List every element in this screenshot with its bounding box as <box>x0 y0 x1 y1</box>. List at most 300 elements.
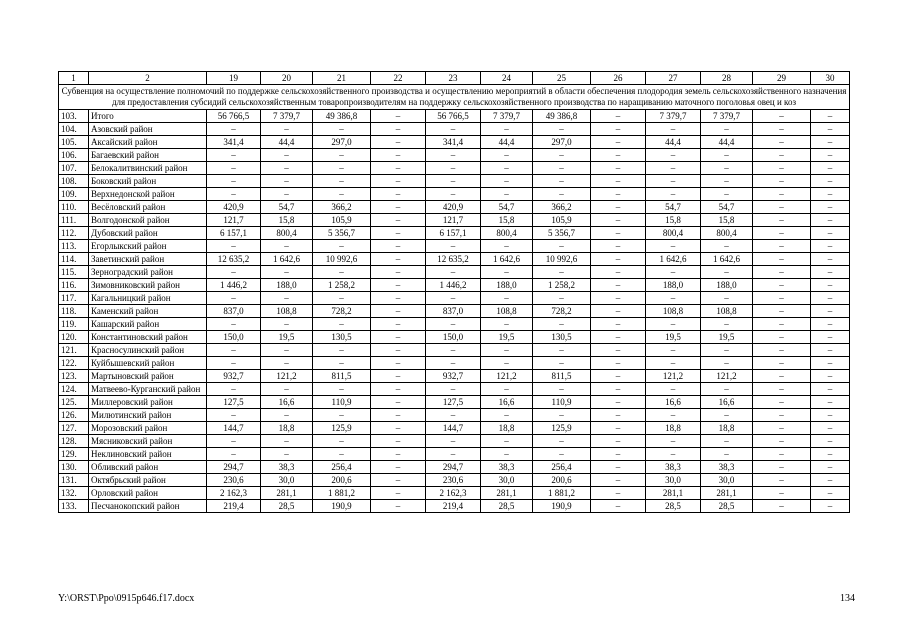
value-cell: 150,0 <box>426 331 481 344</box>
value-cell: – <box>701 175 753 188</box>
value-cell: – <box>591 201 646 214</box>
row-number: 113. <box>59 240 89 253</box>
value-cell: – <box>207 123 261 136</box>
value-cell: – <box>371 201 426 214</box>
value-cell: – <box>753 474 811 487</box>
value-cell: – <box>753 409 811 422</box>
value-cell: – <box>313 149 371 162</box>
value-cell: 190,9 <box>313 500 371 513</box>
row-number: 127. <box>59 422 89 435</box>
table-row <box>59 110 850 123</box>
value-cell: 144,7 <box>207 422 261 435</box>
value-cell: 15,8 <box>701 214 753 227</box>
value-cell: – <box>533 409 591 422</box>
value-cell: – <box>261 188 313 201</box>
value-cell: – <box>701 162 753 175</box>
value-cell: 190,9 <box>533 500 591 513</box>
value-cell: – <box>753 448 811 461</box>
value-cell: – <box>753 305 811 318</box>
value-cell: – <box>753 266 811 279</box>
table-row <box>59 344 850 357</box>
value-cell: – <box>811 136 850 149</box>
value-cell: – <box>207 409 261 422</box>
value-cell: 294,7 <box>207 461 261 474</box>
table-row <box>59 240 850 253</box>
value-cell: – <box>371 344 426 357</box>
value-cell: 1 642,6 <box>646 253 701 266</box>
value-cell: 2 162,3 <box>426 487 481 500</box>
value-cell: – <box>371 149 426 162</box>
value-cell: – <box>371 305 426 318</box>
value-cell: – <box>313 188 371 201</box>
district-name: Азовский район <box>89 123 207 136</box>
district-name: Кашарский район <box>89 318 207 331</box>
value-cell: – <box>591 240 646 253</box>
value-cell: – <box>371 422 426 435</box>
value-cell: 297,0 <box>533 136 591 149</box>
value-cell: – <box>261 162 313 175</box>
value-cell: – <box>533 357 591 370</box>
value-cell: – <box>646 383 701 396</box>
value-cell: 219,4 <box>426 500 481 513</box>
value-cell: 108,8 <box>701 305 753 318</box>
value-cell: – <box>753 383 811 396</box>
value-cell: – <box>261 149 313 162</box>
value-cell: 30,0 <box>481 474 533 487</box>
value-cell: 837,0 <box>426 305 481 318</box>
column-number-cell: 27 <box>646 72 701 85</box>
table-row <box>59 409 850 422</box>
value-cell: – <box>261 292 313 305</box>
table-row <box>59 396 850 409</box>
value-cell: – <box>371 409 426 422</box>
value-cell: 125,9 <box>533 422 591 435</box>
value-cell: – <box>313 383 371 396</box>
value-cell: 18,8 <box>481 422 533 435</box>
value-cell: 366,2 <box>313 201 371 214</box>
value-cell: 38,3 <box>701 461 753 474</box>
value-cell: – <box>371 110 426 123</box>
subvention-table <box>58 71 850 513</box>
value-cell: 56 766,5 <box>207 110 261 123</box>
table-row <box>59 162 850 175</box>
table-row <box>59 266 850 279</box>
row-number: 117. <box>59 292 89 305</box>
value-cell: – <box>811 383 850 396</box>
value-cell: – <box>207 240 261 253</box>
table-row <box>59 448 850 461</box>
value-cell: – <box>591 409 646 422</box>
value-cell: – <box>811 123 850 136</box>
district-name: Константиновский район <box>89 331 207 344</box>
table-row <box>59 227 850 240</box>
value-cell: – <box>753 487 811 500</box>
value-cell: 12 635,2 <box>207 253 261 266</box>
value-cell: – <box>261 409 313 422</box>
value-cell: 28,5 <box>261 500 313 513</box>
value-cell: – <box>753 188 811 201</box>
value-cell: 932,7 <box>426 370 481 383</box>
value-cell: – <box>753 500 811 513</box>
value-cell: – <box>261 435 313 448</box>
value-cell: 256,4 <box>313 461 371 474</box>
value-cell: 366,2 <box>533 201 591 214</box>
table-row <box>59 123 850 136</box>
value-cell: 30,0 <box>646 474 701 487</box>
value-cell: 230,6 <box>207 474 261 487</box>
footer-file-path: Y:\ORST\Ppo\0915p646.f17.docx <box>58 593 195 604</box>
value-cell: – <box>701 266 753 279</box>
value-cell: – <box>753 461 811 474</box>
value-cell: – <box>371 435 426 448</box>
row-number: 125. <box>59 396 89 409</box>
value-cell: 49 386,8 <box>313 110 371 123</box>
value-cell: 19,5 <box>701 331 753 344</box>
district-name: Боковский район <box>89 175 207 188</box>
value-cell: 800,4 <box>701 227 753 240</box>
value-cell: – <box>753 136 811 149</box>
value-cell: 38,3 <box>261 461 313 474</box>
value-cell: – <box>753 175 811 188</box>
value-cell: – <box>591 318 646 331</box>
value-cell: 127,5 <box>207 396 261 409</box>
value-cell: – <box>371 279 426 292</box>
value-cell: – <box>591 435 646 448</box>
value-cell: – <box>313 175 371 188</box>
value-cell: 10 992,6 <box>313 253 371 266</box>
table-row <box>59 292 850 305</box>
column-number-cell: 25 <box>533 72 591 85</box>
value-cell: 1 642,6 <box>261 253 313 266</box>
column-number-cell: 2 <box>89 72 207 85</box>
row-number: 110. <box>59 201 89 214</box>
column-number-cell: 23 <box>426 72 481 85</box>
district-name: Итого <box>89 110 207 123</box>
value-cell: 1 258,2 <box>313 279 371 292</box>
value-cell: – <box>753 110 811 123</box>
value-cell: 19,5 <box>646 331 701 344</box>
table-row <box>59 422 850 435</box>
value-cell: – <box>371 461 426 474</box>
value-cell: – <box>591 474 646 487</box>
row-number: 123. <box>59 370 89 383</box>
value-cell: – <box>371 175 426 188</box>
value-cell: – <box>313 266 371 279</box>
value-cell: 230,6 <box>426 474 481 487</box>
value-cell: 7 379,7 <box>261 110 313 123</box>
value-cell: 7 379,7 <box>646 110 701 123</box>
value-cell: – <box>591 214 646 227</box>
value-cell: 130,5 <box>533 331 591 344</box>
row-number: 132. <box>59 487 89 500</box>
value-cell: – <box>811 227 850 240</box>
value-cell: – <box>753 279 811 292</box>
value-cell: – <box>313 292 371 305</box>
table-row <box>59 188 850 201</box>
district-name: Аксайский район <box>89 136 207 149</box>
value-cell: 188,0 <box>481 279 533 292</box>
district-name: Морозовский район <box>89 422 207 435</box>
value-cell: – <box>646 318 701 331</box>
value-cell: 800,4 <box>261 227 313 240</box>
value-cell: – <box>481 266 533 279</box>
value-cell: – <box>533 344 591 357</box>
value-cell: 56 766,5 <box>426 110 481 123</box>
row-number: 116. <box>59 279 89 292</box>
value-cell: – <box>371 123 426 136</box>
value-cell: – <box>261 318 313 331</box>
value-cell: 54,7 <box>646 201 701 214</box>
value-cell: – <box>371 331 426 344</box>
value-cell: – <box>371 318 426 331</box>
value-cell: – <box>753 201 811 214</box>
value-cell: – <box>371 500 426 513</box>
value-cell: 837,0 <box>207 305 261 318</box>
value-cell: 30,0 <box>701 474 753 487</box>
value-cell: – <box>701 357 753 370</box>
value-cell: – <box>371 292 426 305</box>
value-cell: 420,9 <box>207 201 261 214</box>
value-cell: – <box>426 175 481 188</box>
value-cell: 5 356,7 <box>533 227 591 240</box>
value-cell: – <box>646 175 701 188</box>
value-cell: – <box>701 318 753 331</box>
row-number: 124. <box>59 383 89 396</box>
row-number: 129. <box>59 448 89 461</box>
table-row <box>59 214 850 227</box>
value-cell: – <box>753 357 811 370</box>
table-row <box>59 435 850 448</box>
value-cell: – <box>646 149 701 162</box>
value-cell: – <box>261 123 313 136</box>
value-cell: – <box>481 357 533 370</box>
value-cell: 44,4 <box>646 136 701 149</box>
value-cell: 1 881,2 <box>313 487 371 500</box>
value-cell: 800,4 <box>646 227 701 240</box>
value-cell: 44,4 <box>481 136 533 149</box>
district-name: Белокалитвинский район <box>89 162 207 175</box>
district-name: Мартыновский район <box>89 370 207 383</box>
value-cell: – <box>426 292 481 305</box>
row-number: 103. <box>59 110 89 123</box>
value-cell: 1 258,2 <box>533 279 591 292</box>
value-cell: – <box>701 448 753 461</box>
column-number-cell: 28 <box>701 72 753 85</box>
value-cell: 1 642,6 <box>701 253 753 266</box>
value-cell: 38,3 <box>646 461 701 474</box>
value-cell: – <box>811 331 850 344</box>
value-cell: – <box>481 149 533 162</box>
value-cell: – <box>207 383 261 396</box>
row-number: 118. <box>59 305 89 318</box>
value-cell: – <box>261 357 313 370</box>
value-cell: – <box>207 162 261 175</box>
value-cell: 30,0 <box>261 474 313 487</box>
section-title-row <box>59 85 850 110</box>
value-cell: 188,0 <box>701 279 753 292</box>
value-cell: 811,5 <box>533 370 591 383</box>
value-cell: – <box>591 136 646 149</box>
table-row <box>59 149 850 162</box>
value-cell: – <box>646 123 701 136</box>
table-row <box>59 305 850 318</box>
value-cell: – <box>591 487 646 500</box>
value-cell: 420,9 <box>426 201 481 214</box>
district-name: Егорлыкский район <box>89 240 207 253</box>
value-cell: – <box>313 435 371 448</box>
value-cell: – <box>591 357 646 370</box>
value-cell: – <box>811 266 850 279</box>
value-cell: – <box>753 331 811 344</box>
value-cell: – <box>533 162 591 175</box>
value-cell: 127,5 <box>426 396 481 409</box>
district-name: Зимовниковский район <box>89 279 207 292</box>
value-cell: – <box>313 409 371 422</box>
value-cell: 44,4 <box>261 136 313 149</box>
value-cell: 15,8 <box>261 214 313 227</box>
value-cell: – <box>426 240 481 253</box>
district-name: Милютинский район <box>89 409 207 422</box>
row-number: 119. <box>59 318 89 331</box>
district-name: Мясниковский район <box>89 435 207 448</box>
row-number: 130. <box>59 461 89 474</box>
value-cell: – <box>753 435 811 448</box>
value-cell: – <box>533 266 591 279</box>
value-cell: – <box>811 279 850 292</box>
value-cell: – <box>591 110 646 123</box>
value-cell: – <box>261 240 313 253</box>
value-cell: – <box>811 240 850 253</box>
value-cell: – <box>701 123 753 136</box>
value-cell: – <box>811 175 850 188</box>
value-cell: – <box>811 422 850 435</box>
row-number: 120. <box>59 331 89 344</box>
value-cell: 105,9 <box>313 214 371 227</box>
value-cell: – <box>753 253 811 266</box>
value-cell: – <box>371 266 426 279</box>
row-number: 114. <box>59 253 89 266</box>
value-cell: – <box>591 370 646 383</box>
value-cell: 105,9 <box>533 214 591 227</box>
value-cell: 15,8 <box>481 214 533 227</box>
value-cell: – <box>646 188 701 201</box>
column-number-cell: 1 <box>59 72 89 85</box>
value-cell: – <box>533 318 591 331</box>
value-cell: 19,5 <box>261 331 313 344</box>
value-cell: – <box>591 175 646 188</box>
value-cell: 12 635,2 <box>426 253 481 266</box>
value-cell: – <box>261 266 313 279</box>
value-cell: – <box>371 396 426 409</box>
value-cell: – <box>371 357 426 370</box>
value-cell: – <box>811 357 850 370</box>
value-cell: 108,8 <box>646 305 701 318</box>
value-cell: – <box>371 162 426 175</box>
row-number: 131. <box>59 474 89 487</box>
value-cell: – <box>207 344 261 357</box>
value-cell: – <box>313 448 371 461</box>
value-cell: – <box>811 448 850 461</box>
value-cell: – <box>811 110 850 123</box>
value-cell: – <box>533 240 591 253</box>
district-name: Дубовский район <box>89 227 207 240</box>
value-cell: – <box>371 240 426 253</box>
value-cell: 44,4 <box>701 136 753 149</box>
value-cell: 2 162,3 <box>207 487 261 500</box>
value-cell: – <box>753 344 811 357</box>
value-cell: – <box>753 396 811 409</box>
value-cell: – <box>481 409 533 422</box>
value-cell: 341,4 <box>426 136 481 149</box>
value-cell: – <box>533 383 591 396</box>
value-cell: – <box>207 357 261 370</box>
value-cell: – <box>811 344 850 357</box>
value-cell: – <box>207 448 261 461</box>
value-cell: 281,1 <box>701 487 753 500</box>
value-cell: – <box>646 409 701 422</box>
value-cell: 121,7 <box>426 214 481 227</box>
column-number-cell: 21 <box>313 72 371 85</box>
value-cell: – <box>426 123 481 136</box>
value-cell: 121,2 <box>701 370 753 383</box>
value-cell: 256,4 <box>533 461 591 474</box>
value-cell: 16,6 <box>261 396 313 409</box>
value-cell: 28,5 <box>646 500 701 513</box>
value-cell: – <box>811 292 850 305</box>
value-cell: – <box>591 279 646 292</box>
value-cell: – <box>811 370 850 383</box>
value-cell: 6 157,1 <box>207 227 261 240</box>
row-number: 115. <box>59 266 89 279</box>
row-number: 122. <box>59 357 89 370</box>
row-number: 106. <box>59 149 89 162</box>
value-cell: – <box>481 318 533 331</box>
row-number: 128. <box>59 435 89 448</box>
value-cell: – <box>811 149 850 162</box>
value-cell: – <box>313 344 371 357</box>
value-cell: 54,7 <box>261 201 313 214</box>
value-cell: – <box>753 149 811 162</box>
district-name: Песчанокопский район <box>89 500 207 513</box>
value-cell: 125,9 <box>313 422 371 435</box>
value-cell: – <box>811 305 850 318</box>
value-cell: 10 992,6 <box>533 253 591 266</box>
value-cell: – <box>426 357 481 370</box>
section-title: Субвенция на осуществление полномочий по поддержке сельскохозяйственного производства и осуществлению мероприятий в области обеспечения плодородия земель сельскохозяйственного назначения для предоставления субсидий сельскохозяйственным товаропроизводителям на поддержку сельскохозяйственного производства по наращиванию маточного поголовья овец и коз <box>59 85 850 110</box>
footer-page-number: 134 <box>840 593 855 604</box>
value-cell: – <box>207 175 261 188</box>
value-cell: – <box>811 214 850 227</box>
district-name: Матвеево-Курганский район <box>89 383 207 396</box>
value-cell: – <box>646 435 701 448</box>
table-row <box>59 500 850 513</box>
value-cell: 932,7 <box>207 370 261 383</box>
value-cell: – <box>533 175 591 188</box>
value-cell: – <box>533 123 591 136</box>
table-row <box>59 357 850 370</box>
table-row <box>59 175 850 188</box>
value-cell: – <box>591 383 646 396</box>
value-cell: – <box>701 409 753 422</box>
value-cell: – <box>426 162 481 175</box>
value-cell: 16,6 <box>481 396 533 409</box>
value-cell: 1 446,2 <box>207 279 261 292</box>
table-row <box>59 136 850 149</box>
value-cell: – <box>481 435 533 448</box>
value-cell: – <box>481 240 533 253</box>
district-name: Зерноградский район <box>89 266 207 279</box>
district-name: Куйбышевский район <box>89 357 207 370</box>
